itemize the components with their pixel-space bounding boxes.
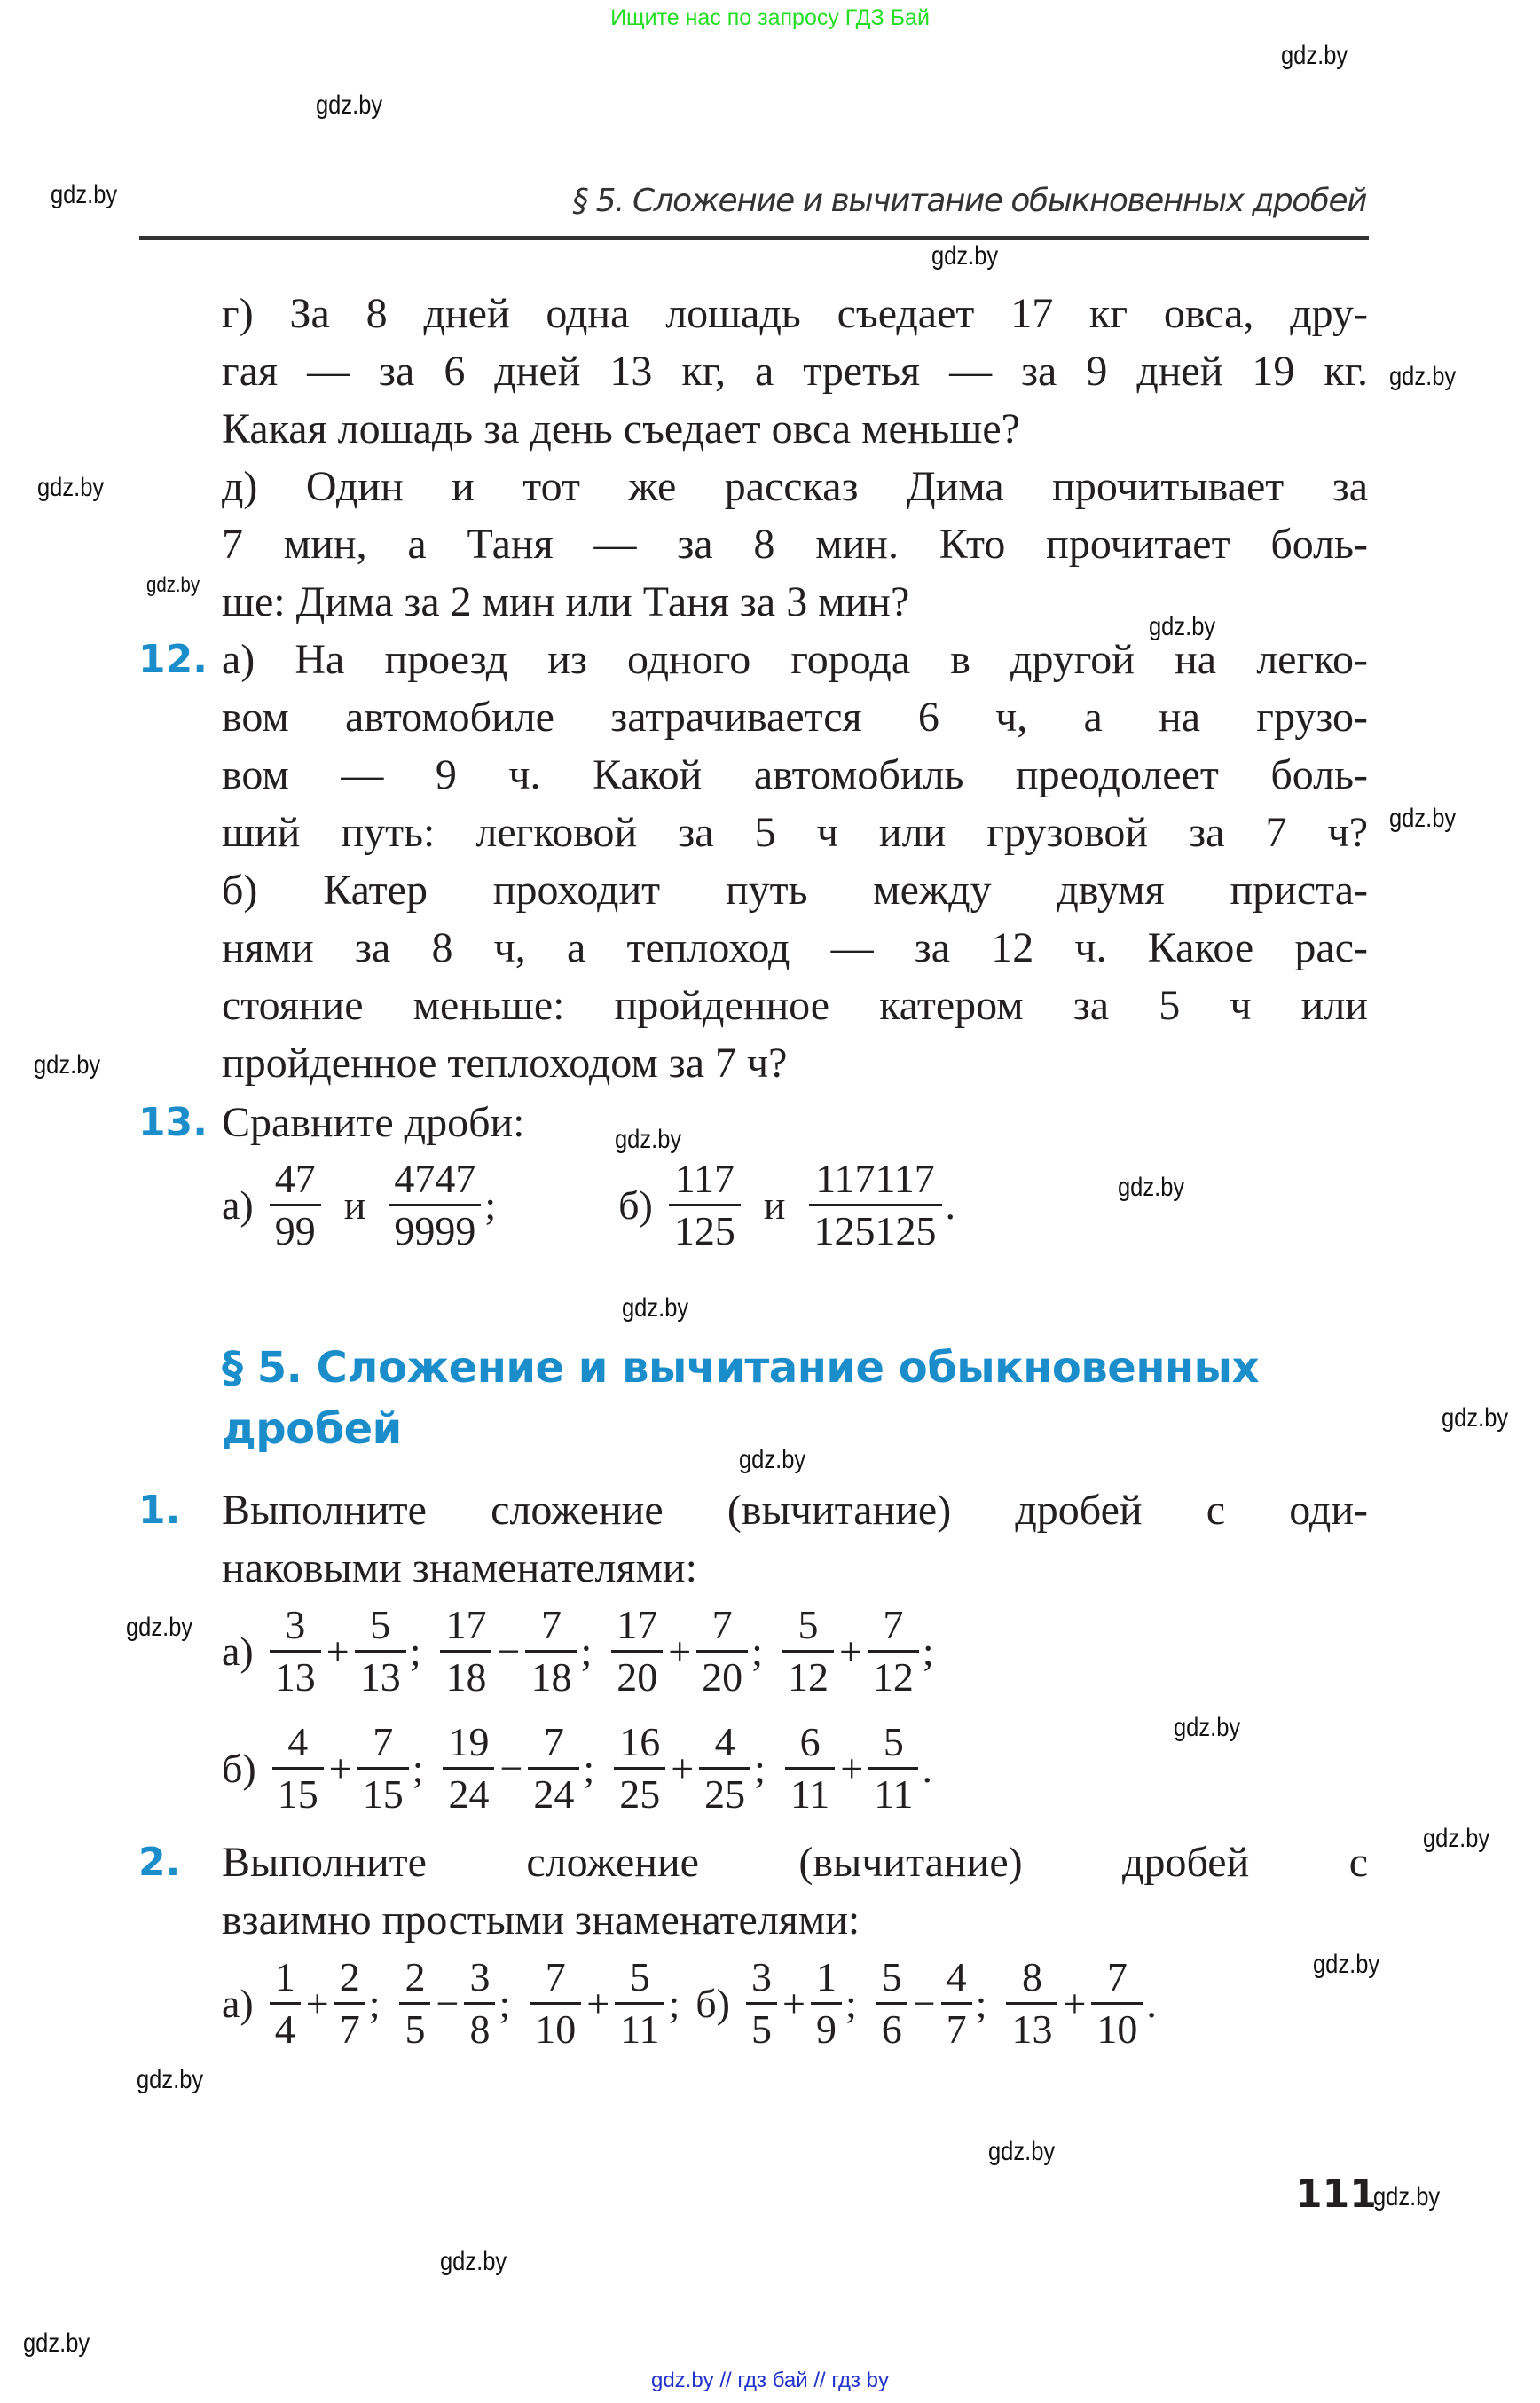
numerator: 2 (405, 1954, 426, 1999)
text-line: вом — 9 ч. Какой автомобиль преодолеет боль- (222, 751, 1368, 798)
text-line: пройденное теплоходом за 7 ч? (222, 1040, 788, 1087)
text-line: а) На проезд из одного города в другой на легко- (222, 636, 1368, 683)
denominator: 13 (1011, 2006, 1053, 2053)
numerator: 6 (799, 1719, 821, 1764)
text-line: стояние меньше: пройденное катером за 5 ч или (222, 982, 1368, 1029)
watermark: gdz.by (1373, 2182, 1441, 2211)
operator: + (305, 1981, 329, 2027)
page-number: 111 (1295, 2171, 1377, 2217)
operator: − (912, 1981, 936, 2027)
footer-links: gdz.by // гдз бай // гдз by (650, 2368, 890, 2392)
denominator: 24 (448, 1771, 490, 1818)
numerator: 8 (1021, 1954, 1042, 1999)
operator: + (668, 1629, 692, 1675)
item-label: б) (618, 1182, 653, 1229)
numerator: 3 (285, 1602, 306, 1647)
denominator: 10 (535, 2006, 577, 2053)
watermark: gdz.by (1423, 1824, 1490, 1853)
fraction-bar (699, 1767, 750, 1770)
text-line: наковыми знаменателями: (222, 1544, 697, 1591)
separator: ; (751, 1628, 763, 1674)
denominator: 18 (530, 1654, 572, 1700)
separator: ; (412, 1745, 424, 1791)
numerator: 5 (629, 1954, 650, 1999)
fraction-bar (530, 2002, 581, 2005)
fraction (615, 1956, 664, 2052)
fraction (811, 1956, 842, 2052)
denominator: 4 (274, 2006, 295, 2053)
fraction (746, 1956, 777, 2052)
numerator: 5 (798, 1602, 819, 1647)
separator: . (945, 1182, 956, 1228)
text-line: ше: Дима за 2 мин или Таня за 3 мин? (222, 578, 910, 625)
operator: + (671, 1746, 695, 1792)
numerator: 4 (946, 1954, 967, 1999)
fraction-bar (1091, 2002, 1143, 2005)
fraction (669, 1158, 741, 1253)
numerator: 2 (339, 1954, 360, 1999)
item-label: а) (222, 1981, 254, 2027)
search-hint-banner: Ищите нас по запросу ГДЗ Бай (610, 5, 930, 30)
numerator: 1 (274, 1954, 295, 1999)
fraction (876, 1956, 908, 2052)
numerator: 17 (445, 1602, 487, 1647)
denominator: 11 (620, 2006, 660, 2053)
fraction-bar (272, 1767, 324, 1770)
fraction (528, 1721, 579, 1817)
watermark: gdz.by (51, 180, 118, 209)
fraction-bar (785, 1767, 835, 1770)
fraction-row (222, 1721, 948, 1817)
fraction (782, 1604, 834, 1700)
numerator: 7 (540, 1602, 562, 1647)
fraction (1091, 1956, 1143, 2052)
watermark: gdz.by (137, 2065, 204, 2094)
denominator: 20 (702, 1654, 743, 1700)
fraction-bar (868, 1650, 919, 1653)
denominator: 12 (787, 1654, 829, 1700)
fraction (941, 1956, 972, 2052)
separator: ; (409, 1628, 421, 1674)
fraction (530, 1956, 581, 2052)
numerator: 17 (617, 1602, 658, 1647)
numerator: 5 (370, 1602, 391, 1647)
watermark: gdz.by (1442, 1403, 1509, 1433)
fraction (358, 1721, 409, 1817)
separator: . (922, 1745, 932, 1791)
fraction-bar (811, 2002, 842, 2005)
operator: + (586, 1981, 610, 2027)
text-line: Сравните дроби: (222, 1099, 525, 1146)
fraction-bar (809, 1204, 942, 1206)
denominator: 10 (1096, 2006, 1138, 2053)
denominator: 9 (815, 2006, 837, 2053)
fraction (399, 1956, 430, 2052)
numerator: 3 (469, 1954, 491, 1999)
fraction (443, 1721, 494, 1817)
denominator: 25 (619, 1771, 661, 1818)
separator: ; (484, 1182, 497, 1228)
fraction-bar (941, 2002, 972, 2005)
numerator: 4747 (394, 1156, 476, 1201)
fraction (270, 1158, 321, 1253)
text-line: 7 мин, а Таня — за 8 мин. Кто прочитает боль- (222, 521, 1368, 568)
fraction (696, 1604, 748, 1700)
denominator: 18 (445, 1654, 487, 1700)
separator: ; (668, 1980, 680, 2026)
fraction-bar (355, 1650, 406, 1653)
denominator: 15 (362, 1771, 404, 1818)
text-line: г) За 8 дней одна лошадь съедает 17 кг овса, дру- (222, 290, 1368, 337)
watermark: gdz.by (1149, 612, 1216, 641)
fraction (272, 1721, 324, 1817)
watermark: gdz.by (1389, 362, 1457, 391)
numerator: 16 (619, 1719, 661, 1764)
watermark: gdz.by (23, 2328, 90, 2358)
header-rule (139, 236, 1369, 240)
fraction-bar (389, 1204, 481, 1206)
numerator: 7 (545, 1954, 566, 1999)
numerator: 3 (750, 1954, 772, 1999)
watermark: gdz.by (1281, 41, 1348, 70)
fraction-bar (525, 1650, 577, 1653)
task-number-12: 12. (138, 637, 208, 682)
numerator: 5 (883, 1719, 904, 1764)
text-line: взаимно простыми знаменателями: (222, 1896, 860, 1944)
watermark: gdz.by (440, 2247, 507, 2276)
fraction-bar (1006, 2002, 1057, 2005)
fraction-bar (270, 2002, 301, 2005)
watermark: gdz.by (1174, 1713, 1241, 1742)
watermark: gdz.by (622, 1293, 689, 1323)
watermark: gdz.by (37, 473, 105, 502)
fraction (611, 1604, 663, 1700)
denominator: 99 (274, 1208, 316, 1254)
item-label: б) (222, 1746, 256, 1792)
numerator: 19 (448, 1719, 490, 1764)
operator: + (782, 1981, 805, 2027)
denominator: 9999 (394, 1208, 476, 1254)
fraction (699, 1721, 750, 1817)
watermark: gdz.by (739, 1445, 806, 1474)
denominator: 11 (790, 1771, 830, 1818)
denominator: 12 (872, 1654, 914, 1700)
denominator: 7 (946, 2006, 967, 2053)
section-heading: § 5. Сложение и вычитание обыкновенных (222, 1343, 1260, 1393)
separator: ; (580, 1628, 593, 1674)
denominator: 11 (874, 1771, 914, 1818)
numerator: 7 (373, 1719, 394, 1764)
text-line: Какая лошадь за день съедает овса меньше? (222, 405, 1020, 452)
fraction-bar (270, 1204, 321, 1206)
fraction (525, 1604, 577, 1700)
fraction (785, 1721, 835, 1817)
separator: ; (368, 1980, 381, 2026)
fraction-bar (615, 2002, 664, 2005)
task-number-13: 13. (138, 1100, 208, 1145)
fraction-bar (443, 1767, 494, 1770)
watermark: gdz.by (1118, 1173, 1185, 1202)
item-label: а) (222, 1629, 254, 1675)
item-label: б) (695, 1981, 730, 2027)
denominator: 24 (533, 1771, 575, 1818)
fraction (389, 1158, 481, 1253)
denominator: 13 (359, 1654, 401, 1700)
denominator: 25 (704, 1771, 746, 1818)
fraction (440, 1604, 491, 1700)
fraction-bar (614, 1767, 665, 1770)
numerator: 7 (1106, 1954, 1128, 1999)
separator: . (1146, 1980, 1157, 2026)
numerator: 7 (543, 1719, 564, 1764)
denominator: 7 (339, 2006, 360, 2053)
text-line: д) Один и тот же рассказ Дима прочитывает за (222, 463, 1368, 510)
text-line: Выполните сложение (вычитание) дробей с оди- (222, 1487, 1368, 1534)
operator: и (343, 1182, 366, 1229)
fraction-bar (464, 2002, 495, 2005)
operator: + (1063, 1981, 1087, 2027)
numerator: 47 (274, 1156, 316, 1201)
operator: и (763, 1182, 786, 1229)
fraction-row (222, 1158, 971, 1253)
text-line: гая — за 6 дней 13 кг, а третья — за 9 дней 19 кг. (222, 348, 1368, 395)
fraction-bar (669, 1204, 741, 1206)
fraction-bar (270, 1650, 321, 1653)
item-label: а) (222, 1182, 254, 1229)
fraction-row (222, 1604, 950, 1700)
operator: + (326, 1629, 350, 1675)
denominator: 13 (274, 1654, 316, 1700)
separator: ; (845, 1980, 857, 2026)
denominator: 6 (881, 2006, 902, 2053)
fraction-bar (611, 1650, 663, 1653)
operator: − (499, 1746, 523, 1792)
fraction (270, 1604, 321, 1700)
text-line: б) Катер проходит путь между двумя приста- (222, 867, 1368, 914)
fraction (334, 1956, 365, 2052)
fraction-row (222, 1956, 1173, 2052)
separator: ; (583, 1745, 595, 1791)
numerator: 117117 (815, 1156, 935, 1201)
fraction (809, 1158, 942, 1253)
denominator: 125125 (813, 1208, 937, 1254)
watermark: gdz.by (1389, 804, 1457, 833)
fraction-bar (696, 1650, 748, 1653)
text-line: Выполните сложение (вычитание) дробей с (222, 1839, 1368, 1886)
watermark: gdz.by (34, 1050, 101, 1080)
fraction-bar (782, 1650, 834, 1653)
fraction-bar (399, 2002, 430, 2005)
denominator: 20 (617, 1654, 658, 1700)
fraction-bar (334, 2002, 365, 2005)
watermark: gdz.by (615, 1125, 682, 1154)
operator: + (838, 1629, 862, 1675)
operator: + (840, 1746, 864, 1792)
numerator: 5 (881, 1954, 902, 1999)
fraction (868, 1721, 918, 1817)
fraction-bar (528, 1767, 579, 1770)
text-line: нями за 8 ч, а теплоход — за 12 ч. Какое рас- (222, 924, 1368, 971)
text-line: вом автомобиле затрачивается 6 ч, а на грузо- (222, 694, 1368, 741)
denominator: 5 (750, 2006, 772, 2053)
numerator: 1 (815, 1954, 837, 1999)
denominator: 8 (469, 2006, 491, 2053)
operator: − (436, 1981, 460, 2027)
watermark: gdz.by (988, 2137, 1056, 2166)
denominator: 5 (405, 2006, 426, 2053)
fraction-bar (746, 2002, 777, 2005)
denominator: 125 (673, 1208, 735, 1254)
watermark: gdz.by (931, 241, 999, 271)
operator: − (497, 1629, 521, 1675)
fraction-bar (440, 1650, 491, 1653)
separator: ; (499, 1980, 511, 2026)
running-header: § 5. Сложение и вычитание обыкновенных дробей (572, 183, 1366, 219)
separator: ; (975, 1980, 987, 2026)
text-line: ший путь: легковой за 5 ч или грузовой за 7 ч? (222, 809, 1368, 856)
fraction (614, 1721, 665, 1817)
numerator: 7 (711, 1602, 733, 1647)
watermark: gdz.by (146, 573, 200, 597)
watermark: gdz.by (316, 90, 383, 120)
operator: + (328, 1746, 352, 1792)
fraction-bar (358, 1767, 409, 1770)
numerator: 7 (883, 1602, 904, 1647)
fraction-bar (868, 1767, 918, 1770)
fraction-bar (876, 2002, 908, 2005)
separator: ; (754, 1745, 766, 1791)
fraction (464, 1956, 495, 2052)
fraction (868, 1604, 919, 1700)
section-heading: дробей (222, 1404, 402, 1454)
numerator: 4 (714, 1719, 735, 1764)
fraction (270, 1956, 301, 2052)
separator: ; (922, 1628, 934, 1674)
watermark: gdz.by (126, 1613, 193, 1642)
fraction (355, 1604, 406, 1700)
task-number-1: 1. (138, 1488, 181, 1533)
numerator: 4 (287, 1719, 309, 1764)
numerator: 117 (674, 1156, 735, 1201)
denominator: 15 (277, 1771, 318, 1818)
fraction (1006, 1956, 1057, 2052)
watermark: gdz.by (1313, 1950, 1380, 1979)
task-number-2: 2. (138, 1840, 181, 1885)
